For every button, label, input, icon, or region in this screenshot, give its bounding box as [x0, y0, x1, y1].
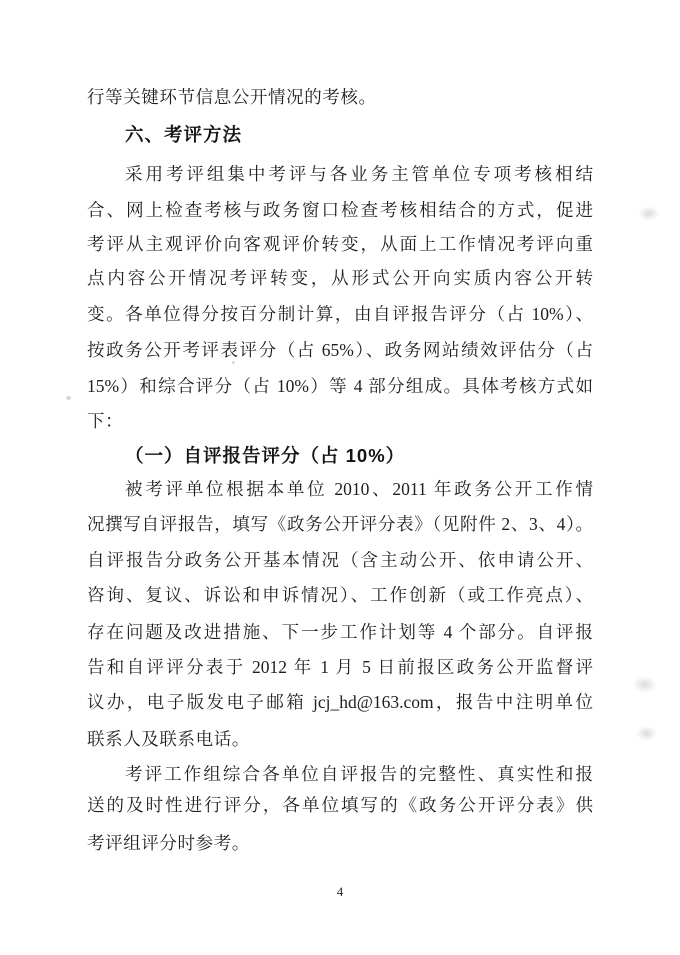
- text-line: 自评报告分政务公开基本情况（含主动公开、依申请公开、: [87, 550, 593, 570]
- text-line: 考评从主观评价向客观评价转变，从面上工作情况考评向重: [87, 234, 593, 254]
- text-line: 联系人及联系电话。: [87, 729, 250, 749]
- scan-artifact: [638, 206, 660, 221]
- text-line: 况撰写自评报告，填写《政务公开评分表》（见附件 2、3、4）。: [87, 514, 593, 534]
- text-line: 存在问题及改进措施、下一步工作计划等 4 个部分。自评报: [87, 622, 593, 642]
- page-number: 4: [336, 884, 344, 899]
- text-line: 被考评单位根据本单位 2010、2011 年政务公开工作情: [125, 479, 593, 499]
- text-line: 合、网上检查考核与政务窗口检查考核相结合的方式，促进: [87, 200, 593, 220]
- section-heading: （一）自评报告评分（占 10%）: [125, 445, 406, 466]
- text-line: 议办，电子版发电子邮箱 jcj_hd@163.com，报告中注明单位: [87, 692, 593, 712]
- text-line: 行等关键环节信息公开情况的考核。: [87, 87, 377, 107]
- scan-artifact: [636, 726, 657, 741]
- text-line: 点内容公开情况考评转变，从形式公开向实质内容公开转: [87, 268, 593, 288]
- text-line: 送的及时性进行评分，各单位填写的《政务公开评分表》供: [87, 795, 593, 815]
- text-line: 咨询、复议、诉讼和申诉情况）、工作创新（或工作亮点）、: [87, 585, 593, 605]
- text-line: 告和自评评分表于 2012 年 1 月 5 日前报区政务公开监督评: [87, 657, 593, 677]
- text-line: 15%）和综合评分（占 10%）等 4 部分组成。具体考核方式如: [87, 376, 593, 396]
- text-line: 变。各单位得分按百分制计算，由自评报告评分（占 10%）、: [87, 304, 593, 324]
- text-line: 按政务公开考评表评分（占 65%）、政务网站绩效评估分（占: [87, 340, 593, 360]
- section-heading: 六、考评方法: [125, 124, 243, 145]
- text-line: 下：: [87, 411, 124, 431]
- scan-artifact: [633, 676, 657, 693]
- scan-artifact: [232, 361, 235, 364]
- text-line: 考评工作组综合各单位自评报告的完整性、真实性和报: [125, 764, 593, 784]
- scan-artifact: [66, 396, 71, 400]
- text-line: 考评组评分时参考。: [87, 833, 250, 853]
- text-line: 采用考评组集中考评与各业务主管单位专项考核相结: [125, 164, 593, 184]
